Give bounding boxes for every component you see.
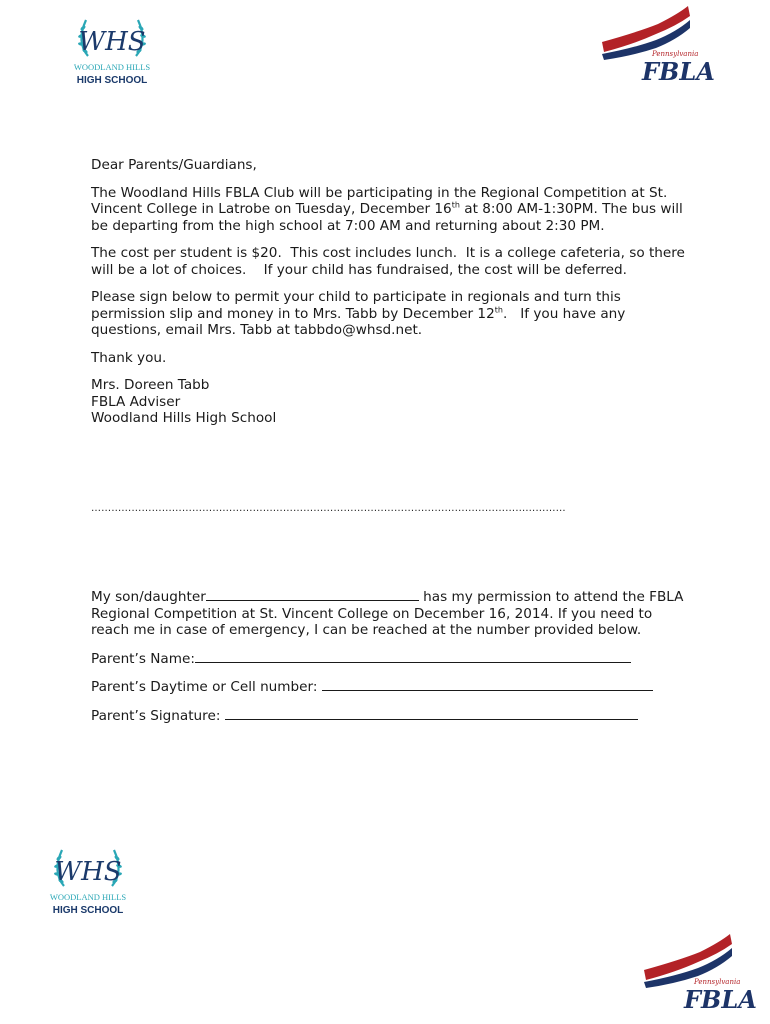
school-name-line2: HIGH SCHOOL <box>52 905 124 916</box>
parent-signature-row <box>91 707 691 725</box>
paragraph-cost: The cost per student is $20. This cost includes lunch. It is a college cafeteria, so there will be a lot of choices. If your child has fundraised, the cost will be deferred. <box>91 245 690 278</box>
ordinal-suffix: th <box>451 200 460 210</box>
parent-name-row <box>91 650 691 668</box>
parent-name-label: Parent’s Name: <box>91 650 195 667</box>
signer-name: Mrs. Doreen Tabb <box>91 377 210 393</box>
greeting: Dear Parents/Guardians, <box>91 157 257 173</box>
parent-name-blank[interactable] <box>195 650 631 663</box>
parent-phone-row <box>91 678 691 696</box>
fbla-wordmark: FBLA <box>642 57 715 86</box>
parent-phone-label: Parent’s Daytime or Cell number: <box>91 679 322 695</box>
instructions-text: Please sign below to permit your child to participate in regionals and turn this permission slip and money in to Mrs. Tabb by December 12 <box>91 289 626 322</box>
permission-prefix: My son/daughter <box>91 589 206 605</box>
fbla-wordmark: FBLA <box>684 985 757 1014</box>
student-name-blank[interactable] <box>206 588 419 601</box>
signer-title: FBLA Adviser <box>91 393 181 410</box>
fbla-logo-top <box>598 2 720 90</box>
signer-organization: Woodland Hills High School <box>91 410 277 426</box>
fbla-logo-bottom <box>640 930 762 1018</box>
permission-suffix: has my permission to attend the FBLA Regional Competition at St. Vincent College on December 16, 2014. If you need to reach me in case of emergency, I can be reached at the number provided below. <box>91 589 684 638</box>
school-name-line1: WOODLAND HILLS <box>49 892 127 902</box>
woodland-hills-logo-top <box>66 6 158 88</box>
paragraph-instructions <box>91 289 691 339</box>
parent-signature-blank[interactable] <box>225 707 638 720</box>
fbla-state-script: Pennsylvania <box>652 50 699 58</box>
fbla-state-script: Pennsylvania <box>694 978 741 986</box>
signature-block <box>91 377 691 427</box>
parent-signature-label: Parent’s Signature: <box>91 707 225 724</box>
parent-phone-blank[interactable] <box>322 678 653 691</box>
event-details-text-cont: at 8:00 AM-1:30PM. The bus will be departing from the high school at 7:00 AM and returning about 2:30 PM. <box>91 201 683 234</box>
closing: Thank you. <box>91 349 167 366</box>
school-monogram: WHS <box>78 27 146 57</box>
woodland-hills-logo-bottom <box>42 836 134 918</box>
instructions-text-cont: . If you have any questions, email Mrs. Tabb at tabbdo@whsd.net. <box>91 305 630 338</box>
school-monogram: WHS <box>54 857 122 887</box>
permission-statement <box>91 588 691 639</box>
tear-off-divider: …………………………………………………………………………………………………………………………… <box>91 503 566 514</box>
school-name-line1: WOODLAND HILLS <box>73 62 151 72</box>
letter-body <box>91 157 691 427</box>
paragraph-event-details <box>91 185 691 235</box>
permission-slip <box>91 588 691 735</box>
school-name-line2: HIGH SCHOOL <box>76 75 148 86</box>
ordinal-suffix: th <box>494 304 503 314</box>
event-details-text: The Woodland Hills FBLA Club will be participating in the Regional Competition at St. Vincent College in Latrobe on Tuesday, December 16 <box>91 184 668 217</box>
